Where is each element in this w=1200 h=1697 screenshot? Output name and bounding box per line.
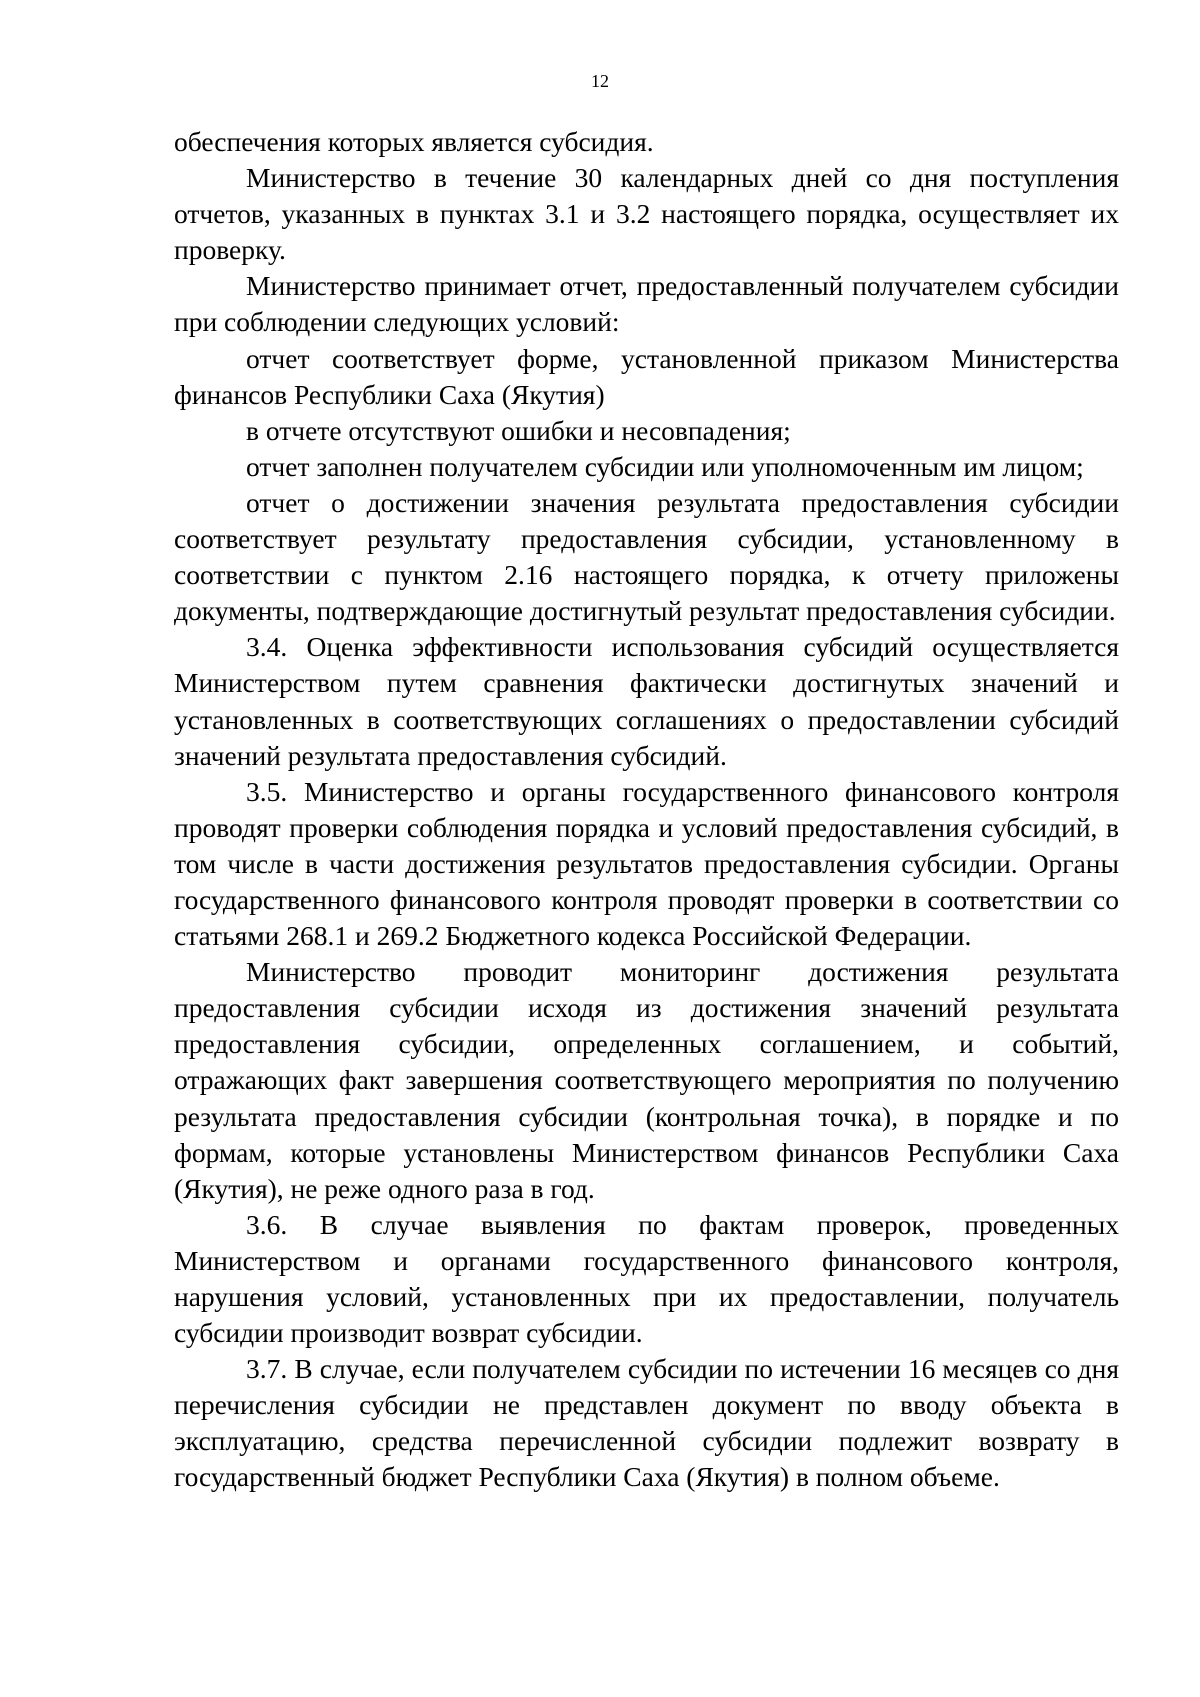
document-body [174,124,1119,1496]
paragraph-report-check: Министерство в течение 30 календарных дней со дня поступления отчетов, указанных в пунктах 3.1 и 3.2 настоящего порядка, осуществляет их проверку. [174,162,1119,266]
paragraph-3-7: 3.7. В случае, если получателем субсидии по истечении 16 месяцев со дня перечисления субсидии не представлен документ по вводу объекта в эксплуатацию, средства перечисленной субсидии подлежит возврату в государственный бюджет Республики Саха (Якутия) в полном объеме. [174,1353,1119,1493]
paragraph-condition-result: отчет о достижении значения результата предоставления субсидии соответствует результату предоставления субсидии, установленному в соответствии с пунктом 2.16 настоящего порядка, к отчету приложены документы, подтверждающие достигнутый результат предоставления субсидии. [174,486,1119,627]
paragraph-3-6: 3.6. В случае выявления по фактам проверок, проведенных Министерством и органами государственного финансового контроля, нарушения условий, установленных при их предоставлении, получатель субсидии производит возврат субсидии. [174,1208,1119,1349]
paragraph-condition-form: отчет соответствует форме, установленной приказом Министерства финансов Республики Саха (Якутия) [174,342,1119,410]
paragraph-continuation: обеспечения которых является субсидия. [174,126,654,157]
paragraph-3-5: 3.5. Министерство и органы государственного финансового контроля проводят проверки соблюдения порядка и условий предоставления субсидий, в том числе в части достижения результатов предоставления субсидии. Органы государственного финансового контроля проводят проверки в соответствии со статьями 268.1 и 269.2 Бюджетного кодекса Российской Федерации. [174,775,1119,952]
page-number: 12 [591,71,609,91]
paragraph-monitoring: Министерство проводит мониторинг достижения результата предоставления субсидии исходя из достижения значений результата предоставления субсидии, определенных соглашением, и событий, отражающих факт завершения соответствующего мероприятия по получению результата предоставления субсидии (контрольная точка), в порядке и по формам, которые установлены Министерством финансов Республики Саха (Якутия), не реже одного раза в год. [174,956,1119,1204]
paragraph-report-acceptance: Министерство принимает отчет, предоставленный получателем субсидии при соблюдении следующих условий: [174,270,1119,338]
paragraph-condition-filled: отчет заполнен получателем субсидии или уполномоченным им лицом; [246,450,1084,482]
paragraph-3-4: 3.4. Оценка эффективности использования субсидий осуществляется Министерством путем сравнения фактически достигнутых значений и установленных в соответствующих соглашениях о предоставлении субсидий значений результата предоставления субсидий. [174,631,1119,771]
paragraph-condition-no-errors: в отчете отсутствуют ошибки и несовпадения; [246,414,791,446]
